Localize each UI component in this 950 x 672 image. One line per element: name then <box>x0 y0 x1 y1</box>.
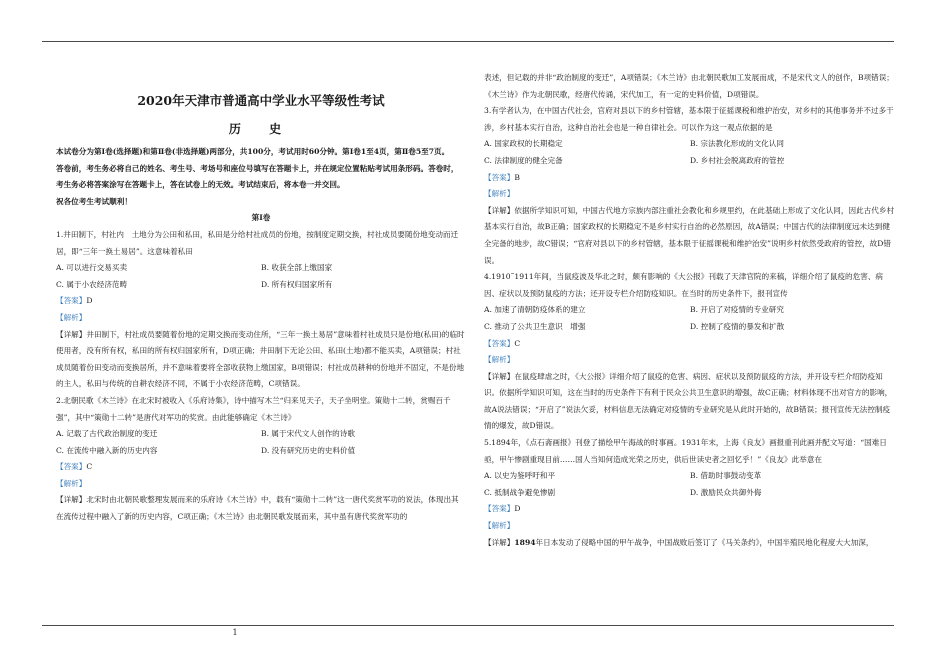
q2-analysis-tag: 【解析】 <box>56 478 87 488</box>
answer-value: D <box>514 504 521 514</box>
detail-text: 北宋时由北朝民歌整理发展而来的乐府诗《木兰诗》中，载有“策勋十二转”这一唐代奖赏军功的说法，体现出其在流传过程中融入了新的历史内容，C项正确；《木兰诗》由北朝民歌发展而来，其中虽有唐代奖赏军功的 <box>56 495 459 522</box>
answer-tag: 【答案】 <box>484 504 515 514</box>
q3-option-a: A. 国家政权的长期稳定 <box>484 139 563 149</box>
answer-tag: 【答案】 <box>484 338 515 348</box>
q5-option-b: B. 借助时事鼓动变革 <box>690 471 762 481</box>
q3-stem: 3.有学者认为，在中国古代社会，官府对县以下的乡村管辖，基本限于征摇课税和维护治安，对乡村的其他事务并不过多干涉，乡村基本实行自治，这种自治社会也是一种自律社会。可以作为这一观点依据的是 <box>484 106 894 132</box>
answer-value: C <box>514 338 521 348</box>
q3-option-d: D. 乡村社会脱离政府的管控 <box>690 155 785 165</box>
q5-stem: 5.1894年，《点石斋画报》刊登了描绘甲午海战的时事画。1931年末，上海《良友》画报重刊此画并配文写道：“国难日亟，甲午惨剧重现目前……国人当知何造成光荣之历史，供后世读史者之回忆乎！”《良友》此举意在 <box>484 438 887 464</box>
exam-title: 2020年天津市普通高中学业水平等级性考试 <box>137 93 385 108</box>
q3-analysis-tag: 【解析】 <box>484 189 515 199</box>
detail-text: 井田制下，村社成员要随着份地的定期交换而变动住所，“三年一换土易居”意味着村社成员只是份地(私田)的临时使用者，没有所有权，私田的所有权归国家所有，D项正确；井田制下无论公田、私田(土地)都不能买卖，A项错误；村社成员随着份田变动而变换居所，并不意味着要将全部收获物上缴国家，B项错误；村社成员耕种的份地并不固定，不是份地的主人，私田与传统的自耕农经济不同，不属于小农经济范畴，C项错误。 <box>56 329 465 389</box>
q2-option-a: A. 记载了古代政治制度的变迁 <box>56 429 158 439</box>
answer-tag: 【答案】 <box>56 296 87 306</box>
q4-options <box>484 302 896 335</box>
q2-option-c: C. 在流传中融入新的历史内容 <box>56 445 158 455</box>
q4-option-c: C. 推动了公共卫生意识 增强 <box>484 321 586 331</box>
q2-option-b: B. 属于宋代文人创作的诗歌 <box>261 429 355 439</box>
q2-detail <box>56 492 466 525</box>
q2-answer <box>56 459 466 476</box>
detail-tag: 【详解】 <box>56 495 87 505</box>
detail-tag: 【详解】 <box>56 329 87 339</box>
detail-tag: 【详解】 <box>484 537 515 547</box>
q4-option-b: B. 开启了对疫情的专业研究 <box>690 305 784 315</box>
instruction-3: 祝各位考生考试顺利！ <box>56 196 132 206</box>
left-column <box>56 70 466 526</box>
q1-option-d: D. 所有权归国家所有 <box>261 279 333 289</box>
q1-detail <box>56 327 466 393</box>
answer-value: C <box>86 462 93 472</box>
detail-tag: 【详解】 <box>484 371 515 381</box>
q1-stem: 1.井田制下，村社内 土地分为公田和私田，私田是分给村社成员的份地，按制度定期交换，村社成员要随份地变动而迁居，即“三年一换土易居”。这意味着私田 <box>56 229 459 256</box>
q5-option-d: D. 激励民众共御外侮 <box>690 487 762 497</box>
q5-analysis-tag: 【解析】 <box>484 521 515 531</box>
q3-answer <box>484 170 896 187</box>
detail-year: 1894 <box>514 537 536 547</box>
answer-tag: 【答案】 <box>484 172 515 182</box>
q4-option-d: D. 控制了疫情的暴发和扩散 <box>690 321 785 331</box>
exam-subject: 历 史 <box>228 122 294 136</box>
q1-option-a: A. 可以进行交易买卖 <box>56 263 128 273</box>
q1-option-b: B. 收获全部上缴国家 <box>261 263 333 273</box>
q2-stem: 2.北朝民歌《木兰诗》在北宋时被收入《乐府诗集》，诗中描写木兰“归来见天子，天子坐明堂。策勋十二转，赏赐百千强”，其中“策勋十二转”是唐代对军功的奖赏。由此能够确定《木兰诗》 <box>56 395 451 422</box>
q4-option-a: A. 加速了清朝防疫体系的建立 <box>484 305 586 315</box>
q5-option-a: A. 以史为鉴呼吁和平 <box>484 471 556 481</box>
page-number: 1 <box>232 628 238 637</box>
q4-stem: 4.1910˜1911年间，当鼠疫波及华北之时，颇有影响的《大公报》刊载了天津官院的来稿，详细介绍了鼠疫的危害、病因、症状以及预防鼠疫的方法；还开设专栏介绍防疫知识。在当时的历史条件下，报刊宣传 <box>484 272 883 298</box>
detail-text: 依据所学知识可知，中国古代地方宗族内部注重社会教化和乡规里约，在此基础上形成了文化认同，因此古代乡村基本实行自治，故B正确；国家政权的长期稳定不是乡村实行自治的必然原因，故A错误；中国古代的法律制度远未达到健全完备的地步，故C错误；“官府对县以下的乡村管辖，基本限于征摇课税和维护治安”说明乡村依然受政府的管控，故D错误。 <box>484 205 895 265</box>
answer-tag: 【答案】 <box>56 462 87 472</box>
q5-answer <box>484 501 896 518</box>
q2-detail-continued: 表述，但记载的并非“政治制度的变迁”，A项错误；《木兰诗》由北朝民歌加工发展而成，不是宋代文人的创作，B项错误；《木兰诗》作为北朝民歌，经唐代传诵，宋代加工，有一定的史料价值，D项错误。 <box>484 73 894 99</box>
q3-detail <box>484 203 896 269</box>
q2-option-d: D. 没有研究历史的史料价值 <box>261 445 356 455</box>
detail-text: 年日本发动了侵略中国的甲午战争，中国战败后签订了《马关条约》，中国半殖民地化程度大大加深， <box>535 537 874 547</box>
section-heading: 第Ⅰ卷 <box>251 213 271 223</box>
q1-answer <box>56 293 466 310</box>
answer-value: D <box>86 296 93 306</box>
q1-analysis-tag: 【解析】 <box>56 312 87 322</box>
bottom-rule <box>42 625 894 626</box>
q3-options <box>484 136 896 169</box>
detail-text: 在鼠疫肆虐之时，《大公报》详细介绍了鼠疫的危害、病因、症状以及预防鼠疫的方法，并开设专栏介绍防疫知识。依据所学知识可知，这在当时的历史条件下有利于民众公共卫生意识的增强，故C正确；材料体现不出对官方的影响，故A说法错误；“开启了”说法欠妥，材料信息无法确定对疫情的专业研究是从此时开始的，故B错误；报刊宣传无法控制疫情的爆发，故D错误。 <box>484 371 893 431</box>
instruction-1: 本试卷分为第Ⅰ卷(选择题)和第Ⅱ卷(非选择题)两部分，共100分，考试用时60分钟。第Ⅰ卷1至4页，第Ⅱ卷5至7页。 <box>56 147 450 156</box>
q4-detail <box>484 369 896 435</box>
right-column <box>484 70 896 551</box>
q4-analysis-tag: 【解析】 <box>484 355 515 365</box>
answer-value: B <box>514 172 520 182</box>
q1-options <box>56 260 466 293</box>
q2-options <box>56 426 466 459</box>
top-rule <box>42 41 894 42</box>
instruction-2: 答卷前，考生务必将自己的姓名、考生号、考场号和座位号填写在答题卡上，并在规定位置粘贴考试用条形码。答卷时，考生务必将答案涂写在答题卡上，答在试卷上的无效。考试结束后，将本卷一并交回。 <box>56 163 459 190</box>
q3-option-b: B. 宗法教化形成的文化认同 <box>690 139 784 149</box>
q3-option-c: C. 法律制度的健全完备 <box>484 155 563 165</box>
q1-option-c: C. 属于小农经济范畴 <box>56 279 128 289</box>
q4-answer <box>484 336 896 353</box>
q5-detail <box>484 535 896 552</box>
detail-tag: 【详解】 <box>484 205 515 215</box>
q5-option-c: C. 抵制战争避免惨剧 <box>484 487 556 497</box>
q5-options <box>484 468 896 501</box>
